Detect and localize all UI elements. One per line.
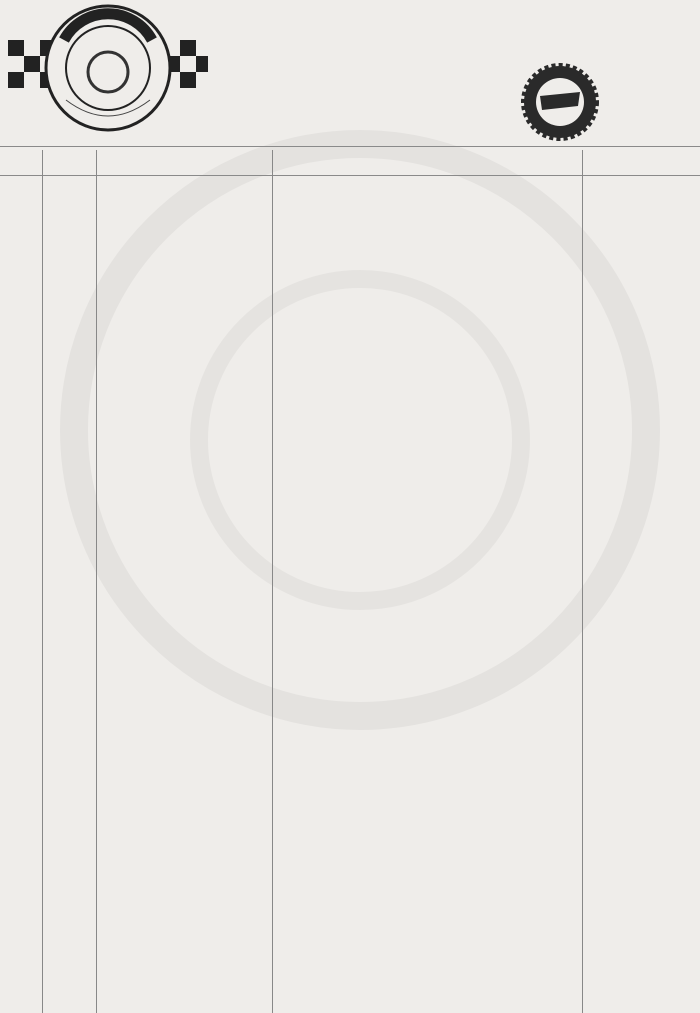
watermark-inner-ring	[190, 270, 530, 610]
fia-logo	[520, 62, 600, 142]
header-rule	[0, 146, 700, 147]
col-oper	[6, 150, 42, 175]
col-divider	[42, 150, 43, 1013]
col-divider	[272, 150, 273, 1013]
racc-logo	[8, 0, 208, 140]
header-bottom-rule	[0, 175, 700, 176]
col-divider	[96, 150, 97, 1013]
col-divider	[582, 150, 583, 1013]
